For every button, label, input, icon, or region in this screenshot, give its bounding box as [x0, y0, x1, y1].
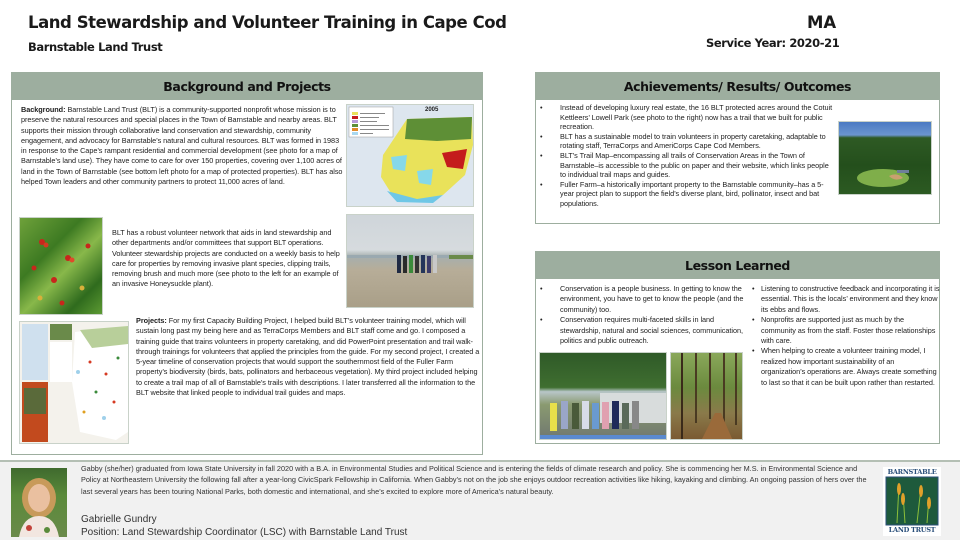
panel-heading: Background and Projects — [12, 73, 482, 100]
projects-paragraph — [136, 316, 480, 398]
person-name: Gabrielle Gundry — [81, 514, 157, 525]
land-use-map-photo — [346, 104, 474, 207]
honeysuckle-image — [20, 218, 103, 315]
poster-title: Land Stewardship and Volunteer Training in Cape Cod — [28, 13, 507, 32]
achievements-panel — [535, 72, 940, 224]
lowell-park-photo — [838, 121, 932, 195]
achievement-item: • Instead of developing luxury real estate, the 16 BLT protected acres around the Cotuit Kettleers’ Lowell Park (see photo to the right) now has a trail that we built for public recreation. — [536, 103, 834, 132]
logo-bottom-text: LAND TRUST — [888, 526, 936, 534]
state-label: MA — [807, 13, 837, 32]
forest-trail-image — [671, 353, 743, 440]
achievement-item: • BLT’s Trail Map–encompassing all trails of Conservation Areas in the Town of Barnstable–is accessible to the public on paper and their website, which links people to individual trail maps and guides. — [536, 151, 834, 180]
background-label: Background: — [21, 105, 66, 114]
barnstable-logo — [883, 467, 941, 536]
profile-photo — [11, 468, 67, 537]
lesson-item: • Conservation requires multi-faceted skills in land stewardship, natural and social sciences, communication, politics and public outreach. — [536, 315, 748, 346]
lessons-learned-panel — [535, 251, 940, 444]
panel-heading: Lesson Learned — [536, 252, 939, 279]
lessons-left-list — [536, 284, 748, 346]
lesson-item: • Listening to constructive feedback and incorporating it is essential. This is the locals’ environment and they know its ebbs and flows. — [750, 284, 940, 315]
portrait-image — [11, 468, 67, 537]
background-paragraph — [21, 105, 343, 187]
achievements-list — [536, 103, 834, 209]
logo-top-text: BARNSTABLE — [887, 468, 937, 476]
achievement-item: • BLT has a sustainable model to train volunteers in property caretaking, adaptable to rotating staff, TerraCorps and AmeriCorps Cape Cod Members. — [536, 132, 834, 151]
lessons-right-list — [750, 284, 940, 388]
map-year-label: 2005 — [425, 107, 439, 113]
volunteer-paragraph: BLT has a robust volunteer network that aids in land stewardship and other departments and/or committees that support BLT operations. Volunteer stewardship projects are conducted on a weekly basis to help care for properties by removing invasive plant species, clipping trails, removing brush and much more (see photo to the left for an example of an invasive Honeysuckle plant). — [112, 228, 340, 289]
volunteers-group-image — [347, 215, 474, 308]
volunteers-mudflat-photo — [346, 214, 474, 308]
panel-heading: Achievements/ Results/ Outcomes — [536, 73, 939, 100]
lesson-item: • Nonprofits are supported just as much by the community as from the staff. Foster those relationships with care. — [750, 315, 940, 346]
honeysuckle-photo — [19, 217, 103, 315]
background-text: Barnstable Land Trust (BLT) is a community-supported nonprofit whose mission is to preserve the natural resources and special places in the Town of Barnstable and nearby areas. BLT supports their mission through collaborative land conservation and stewardship, community engagement, and advocacy for Barnstable’s natural and cultural resources. BLT was formed in 1983 in response to the Cape’s rampant residential and commercial development (see photo for a map of Barnstable’s land use). They have come to care for over 150 properties, covering over 1,100 acres of land in the Town of Barnstable (see bottom left photo for a map of protected properties). BLT has also helped Town leaders and other community partners to protect 11,000 acres of land. — [21, 105, 343, 187]
lesson-item: • When helping to create a volunteer training model, I realized how important sustainability of an organization’s operations are. Always create something to last so that it can be built upon rather than restarted. — [750, 346, 940, 388]
land-use-map-image — [347, 105, 474, 207]
trail-map-photo — [19, 321, 129, 444]
bio-paragraph: Gabby (she/her) graduated from Iowa State University in fall 2020 with a B.A. in Environmental Studies and Political Science and is entering the fields of climate research and policy. She is commencing her M.S. in Environmental Science and Policy at Northeastern University the following fall after a year-long CivicSpark Fellowship in California. When Gabby’s not on the job she enjoys outdoor recreation activities like hiking, kayaking and climbing. An ongoing passion of hers over the last several years has been touring National Parks, both domestic and international, and she’s excited to explore more of America’s natural beauty. — [81, 464, 867, 496]
lesson-item: • Conservation is a people business. In getting to know the environment, you have to get to know the people (and the community) too. — [536, 284, 748, 315]
trail-map-image — [20, 322, 129, 444]
projects-label: Projects: — [136, 316, 167, 325]
projects-text: For my first Capacity Building Project, I helped build BLT’s volunteer training model, which will sustain long past my being here and as TerraCorps Members and BLT staff come and go. I composed a training guide that trains volunteers in property caretaking, and did PowerPoint presentation and trail walk-through trainings for volunteers that applied the principles from the guide. For my second project, I created a 5-year timeline of conservation projects that would support the southernmost field of the Fuller Farm property’s biodiversity (birds, bats, pollinators and herbaceous vegetation). My third project included helping to create a trail map of all of Barnstable’s trails with descriptions. I later transferred all the information to the BLT website that linked people to individual trail guides and maps. — [136, 316, 480, 398]
forest-trail-photo — [670, 352, 743, 440]
achievement-item: • Fuller Farm–a historically important property to the Barnstable community–has a 5-year project plan to support the field’s diverse plant, bird, pollinator, insect and bat populations. — [536, 180, 834, 209]
person-position: Position: Land Stewardship Coordinator (LSC) with Barnstable Land Trust — [81, 527, 408, 538]
baseball-field-image — [839, 122, 932, 195]
volunteer-group-photo — [539, 352, 667, 440]
volunteer-team-image — [540, 353, 667, 440]
organization-name: Barnstable Land Trust — [28, 40, 163, 54]
background-projects-panel — [11, 72, 483, 455]
service-year: Service Year: 2020-21 — [706, 36, 840, 50]
